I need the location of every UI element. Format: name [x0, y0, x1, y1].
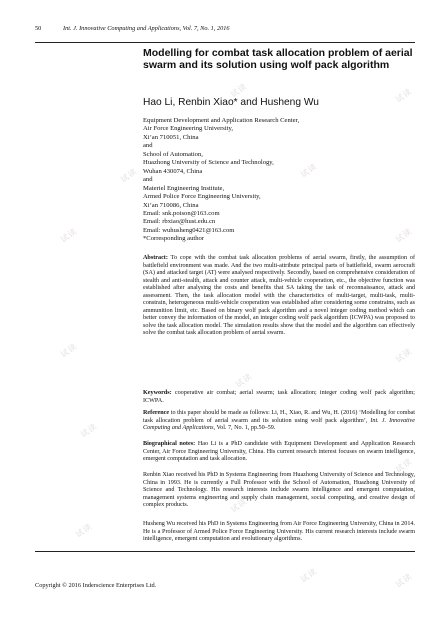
- reference-volume: Vol. 7, No. 1, pp.50–59.: [216, 425, 276, 432]
- reference-text: to this paper should be made as follows: Li, H., Xiao, R. and Wu, H. (2016) ‘Modelling for combat task allocation problem of aerial swarm and its solution using wolf pack algorithm’,: [143, 410, 415, 424]
- watermark: 试读: [299, 161, 319, 180]
- abstract: [143, 255, 415, 338]
- page-number: 50: [35, 25, 42, 32]
- watermark: 试读: [394, 86, 414, 105]
- reference-label: Reference: [143, 410, 170, 416]
- affiliation-line: Huazhong University of Science and Technology,: [143, 159, 274, 167]
- bio-hao-li: [143, 441, 415, 464]
- keywords-text: cooperative air combat; aerial swarm; task allocation; integer coding wolf pack algorithm; ICWPA.: [143, 390, 415, 404]
- affiliation-line: Armed Police Force Engineering University,: [143, 193, 261, 201]
- watermark: 试读: [59, 226, 79, 245]
- bio-text: Renbin Xiao received his PhD in Systems Engineering from Huazhong University of Science and Technology, China in 1993. He is currently a Full Professor with the School of Automation, Huazhong University of Science and Technology. His research interests include swarm intelligence and emergent computation, management systems engineering and supply chain management, social computing, and creative design of complex products.: [143, 472, 415, 509]
- affiliation-line: Wuhan 430074, China: [143, 167, 203, 175]
- author-list: Hao Li, Renbin Xiao* and Husheng Wu: [143, 97, 319, 108]
- watermark: 试读: [394, 226, 414, 245]
- email-line: Email: rbxiao@hust.edu.cn: [143, 218, 216, 226]
- affiliation-line: Equipment Development and Application Research Center,: [143, 117, 300, 124]
- watermark: 试读: [394, 346, 414, 365]
- bio-text: Hao Li is a PhD candidate with Equipment Development and Application Research Center, Air Force Engineering University, China. His current research interest focuses on swarm intelligence, emergent computation and task allocation.: [143, 441, 415, 463]
- watermark: 试读: [229, 496, 249, 515]
- email-line: Email: snk.poison@163.com: [143, 209, 220, 217]
- reference-note: [143, 410, 415, 433]
- bottom-rule: [35, 551, 415, 552]
- title-block: [35, 42, 415, 71]
- reference-journal: Int. J. Innovative Computing and Applications,: [143, 417, 415, 432]
- journal-citation: Int. J. Innovative Computing and Applications, Vol. 7, No. 1, 2016: [63, 25, 230, 32]
- bio-husheng-wu: [143, 521, 415, 544]
- affiliation-line: Xi’an 710051, China: [143, 133, 199, 141]
- copyright-notice: Copyright © 2016 Inderscience Enterprises Ltd.: [35, 582, 157, 589]
- watermark: 试读: [229, 81, 249, 100]
- watermark: 试读: [234, 371, 254, 390]
- watermark: 试读: [394, 571, 414, 590]
- abstract-label: Abstract:: [143, 255, 168, 261]
- watermark: 试读: [299, 566, 319, 585]
- affiliation-line: and: [143, 142, 153, 150]
- watermark: 试读: [394, 456, 414, 475]
- affiliations: [143, 117, 415, 244]
- keywords-label: Keywords:: [143, 390, 172, 396]
- abstract-text: To cope with the combat task allocation problems of aerial swarm, firstly, the assumption of battlefield environment was made. And the two multi-attribute principal parts of battlefield, swarm aerocraft (SA) and attacked target (AT) were analysed respectively. Secondly, based on comprehensive consideration of stealth and anti-stealth, attack and counter attack, multi-vehicle cooperation, etc., the objective function was established after analysing the costs and benefits that SA taking the task of reconnaissance, attack and assessment. Then, the task allocation model with the characteristics of multi-target, multi-task, multi-constrain, heterogeneous multi-vehicle cooperation was established after considering some constrains, such as ammunition limit, etc. Based on binary wolf pack algorithm and a novel integer coding method which can better convey the information of the model, an integer coding wolf pack algorithm (ICWPA) was proposed to solve the task allocation model. The simulation results show that the model and the algorithm can effectively solve the combat task allocation problem of aerial swarm.: [143, 255, 415, 337]
- affiliation-line: Air Force Engineering University,: [143, 125, 234, 133]
- affiliation-line: School of Automation,: [143, 150, 203, 158]
- corresponding-author-note: *Corresponding author: [143, 235, 204, 243]
- watermark: 试读: [79, 421, 99, 440]
- bio-renbin-xiao: [143, 472, 415, 510]
- top-rule: [35, 42, 415, 43]
- affiliation-line: Materiel Engineering Institute,: [143, 184, 225, 192]
- watermark: 试读: [59, 341, 79, 360]
- watermark: 试读: [74, 521, 94, 540]
- affiliation-line: Xi’an 710086, China: [143, 201, 199, 209]
- bio-text: Husheng Wu received his PhD in Systems Engineering from Air Force Engineering University, China in 2014. He is a Professor of Armed Police Force Engineering University. His current research interests include swarm intelligence, emergent computation and evolutionary algorithms.: [143, 521, 415, 543]
- affiliation-line: and: [143, 176, 153, 184]
- email-line: Email: wuhusheng0421@163.com: [143, 226, 235, 234]
- paper-title: Modelling for combat task allocation problem of aerial swarm and its solution using wolf pack algorithm: [143, 47, 413, 71]
- keywords: [143, 390, 415, 405]
- watermark: 试读: [119, 166, 139, 185]
- bio-label: Biographical notes:: [143, 441, 196, 447]
